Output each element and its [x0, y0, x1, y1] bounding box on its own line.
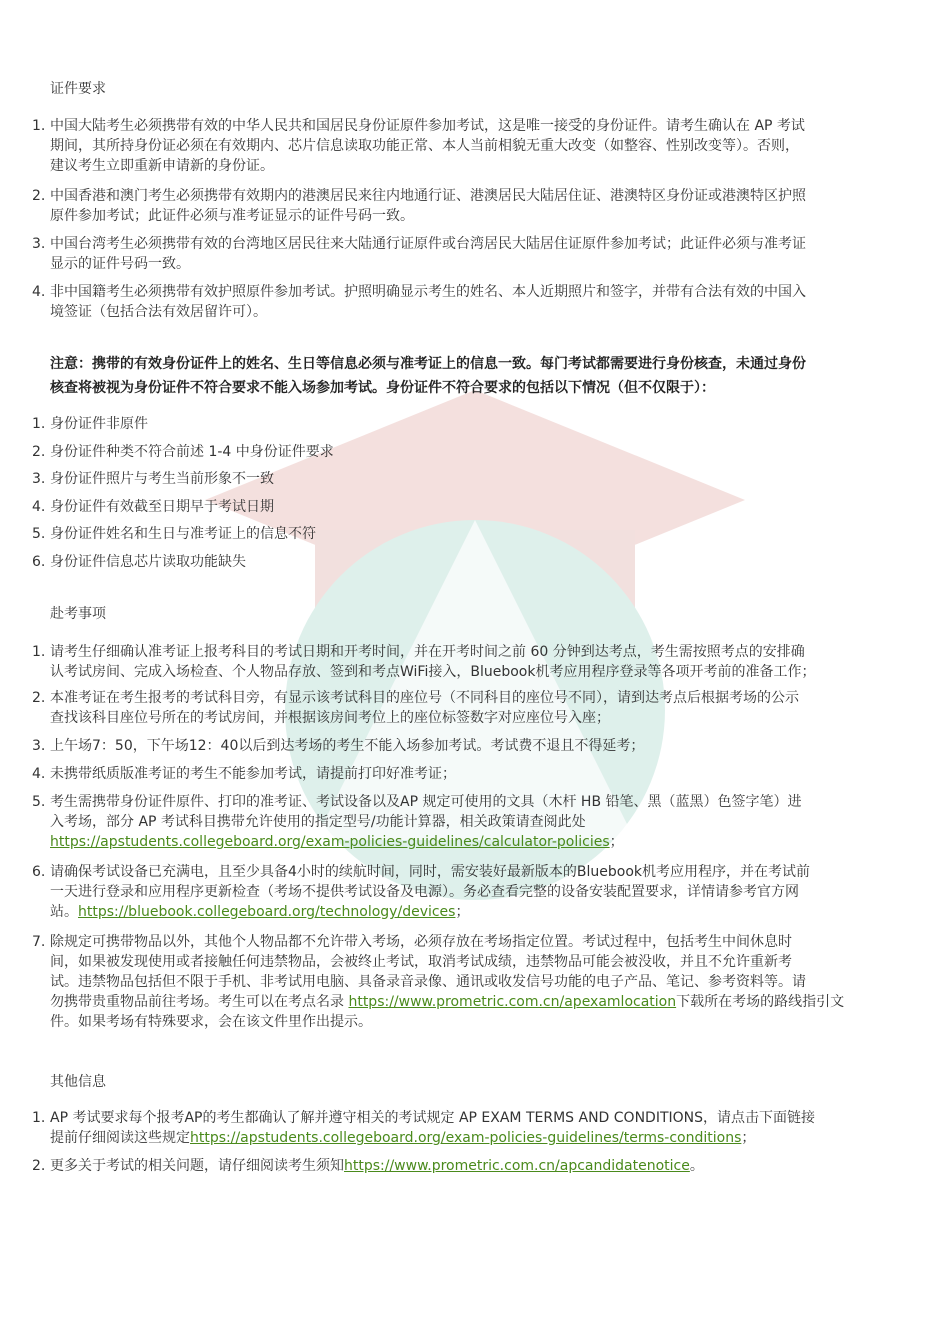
exam-day-list — [32, 642, 900, 1042]
list-item: 7. 除规定可携带物品以外，其他个人物品都不允许带入考场，必须存放在考场指定位置。考试过程中，包括考生中间休息时 间，如果被发现使用或者接触任何违禁物品，会被终止考试，取消考试成绩，违禁物品可能会被没收，并且不允许重新考 试。违禁物品包括但不限于手机、非考试用电脑、具备录音录像、通讯或收发信号功能的电子产品、笔记、参考资料等。请 勿携带贵重物品前往考场。考生可以在考点名录 https://www.prometric.com.cn/apexamlocation下载所在考场的路线指引文 件。如果考场有特殊要求，会在该文件里作出提示。 — [32, 934, 845, 1030]
list-item: 2. 本准考证在考生报考的考试科目旁，有显示该考试科目的座位号（不同科目的座位号不同），请到达考点后根据考场的公示 查找该科目座位号所在的考试房间，并根据该房间考位上的座位标签数字对应座位号入座； — [32, 690, 799, 726]
list-item: 3. 上午场7：50，下午场12：40以后到达考场的考生不能入场参加考试。考试费不退且不得延考； — [32, 738, 645, 754]
line: 原件参加考试；此证件必须与准考证显示的证件号码一致。 — [50, 208, 414, 224]
list-item: 1. 身份证件非原件 — [32, 416, 148, 432]
list-item: 6. 请确保考试设备已充满电，且至少具备4小时的续航时间，同时，需安装好最新版本的Bluebook机考应用程序，并在考试前 一天进行登录和应用程序更新检查（考场不提供考试设备及电源）。务必查看完整的设备安装配置要求，详情请参考官方网 站。https://bluebook.collegeboard.org/technology/devices； — [32, 864, 811, 920]
bluebook-devices-link[interactable]: https://bluebook.collegeboard.org/technology/devices — [78, 904, 456, 920]
list-item: 1. 中国大陆考生必须携带有效的中华人民共和国居民身份证原件参加考试，这是唯一接受的身份证件。请考生确认在 AP 考试 期间，其所持身份证必须在有效期内、芯片信息读取功能正常、本人当前相貌无重大改变（如整容、性别改变等）。否则， 建议考生立即重新申请新的身份证。 — [50, 116, 900, 186]
list-item: 5. 身份证件姓名和生日与准考证上的信息不符 — [32, 526, 316, 542]
list-item: 4. 身份证件有效截至日期早于考试日期 — [32, 498, 274, 515]
list-item: 6. 身份证件信息芯片读取功能缺失 — [32, 553, 246, 570]
line: 期间，其所持身份证必须在有效期内、芯片信息读取功能正常、本人当前相貌无重大改变（如整容、性别改变等）。否则， — [50, 138, 799, 154]
line: 注意：携带的有效身份证件上的姓名、生日等信息必须与准考证上的信息一致。每门考试都需要进行身份核查，未通过身份 — [50, 356, 806, 372]
list-item: 1. 请考生仔细确认准考证上报考科目的考试日期和开考时间，并在开考时间之前 60 分钟到达考点，考生需按照考点的安排确 认考试房间、完成入场检查、个人物品存放、签到和考点WiFi接入，Bluebook机考应用程序登录等各项开考前的准备工作； — [32, 644, 816, 680]
line: 非中国籍考生必须携带有效护照原件参加考试。护照明确显示考生的姓名、本人近期照片和签字，并带有合法有效的中国入 — [50, 284, 806, 300]
section-heading-exam-day: 赴考事项 — [50, 606, 106, 622]
line: 建议考生立即重新申请新的身份证。 — [50, 158, 274, 174]
terms-conditions-link[interactable]: https://apstudents.collegeboard.org/exam-policies-guidelines/terms-conditions — [190, 1130, 742, 1146]
id-notice — [50, 352, 900, 400]
list-item: 2. 中国香港和澳门考生必须携带有效期内的港澳居民来往内地通行证、港澳居民大陆居住证、港澳特区身份证或港澳特区护照 原件参加考试；此证件必须与准考证显示的证件号码一致。 — [50, 186, 900, 234]
line: 中国大陆考生必须携带有效的中华人民共和国居民身份证原件参加考试，这是唯一接受的身份证件。请考生确认在 AP 考试 — [50, 118, 805, 134]
candidate-notice-link[interactable]: https://www.prometric.com.cn/apcandidatenotice — [344, 1158, 690, 1174]
line: 境签证（包括合法有效居留许可）。 — [50, 304, 267, 320]
calculator-policies-link[interactable]: https://apstudents.collegeboard.org/exam-policies-guidelines/calculator-policies — [50, 834, 610, 850]
list-item: 3. 中国台湾考生必须携带有效的台湾地区居民往来大陆通行证原件或台湾居民大陆居住证原件参加考试；此证件必须与准考证 显示的证件号码一致。 — [50, 234, 900, 282]
list-item: 2. 更多关于考试的相关问题，请仔细阅读考生须知https://www.prometric.com.cn/apcandidatenotice。 — [32, 1158, 704, 1174]
list-item: 4. 未携带纸质版准考证的考生不能参加考试，请提前打印好准考证； — [32, 766, 456, 782]
line: 中国香港和澳门考生必须携带有效期内的港澳居民来往内地通行证、港澳居民大陆居住证、港澳特区身份证或港澳特区护照 — [50, 188, 806, 204]
list-item: 3. 身份证件照片与考生当前形象不一致 — [32, 471, 274, 487]
id-requirements-list — [32, 116, 900, 330]
list-item: 1. AP 考试要求每个报考AP的考生都确认了解并遵守相关的考试规定 AP EXAM TERMS AND CONDITIONS，请点击下面链接 提前仔细阅读这些规定https://apstudents.collegeboard.org/exam-policies-guidelines/terms-conditions； — [32, 1110, 816, 1146]
list-item: 5. 考生需携带身份证件原件、打印的准考证、考试设备以及AP 规定可使用的文具（木杆 HB 铅笔、黑（蓝黑）色签字笔）进 入考场，部分 AP 考试科目携带允许使用的指定型号/功能计算器，相关政策请查阅此处 https://apstudents.collegeboard.org/exam-policies-guidelines/calculator-policies； — [32, 794, 802, 850]
invalid-cases-list — [32, 414, 900, 579]
line: 显示的证件号码一致。 — [50, 256, 190, 272]
list-item: 4. 非中国籍考生必须携带有效护照原件参加考试。护照明确显示考生的姓名、本人近期照片和签字，并带有合法有效的中国入 境签证（包括合法有效居留许可）。 — [50, 282, 900, 330]
other-info-list — [32, 1108, 900, 1184]
line: 核查将被视为身份证件不符合要求不能入场参加考试。身份证件不符合要求的包括以下情况（但不仅限于）： — [50, 380, 715, 396]
list-item: 2. 身份证件种类不符合前述 1-4 中身份证件要求 — [32, 443, 334, 460]
exam-location-link[interactable]: https://www.prometric.com.cn/apexamlocation — [348, 994, 677, 1010]
section-heading-id-requirements: 证件要求 — [50, 81, 106, 97]
line: 中国台湾考生必须携带有效的台湾地区居民往来大陆通行证原件或台湾居民大陆居住证原件参加考试；此证件必须与准考证 — [50, 236, 806, 252]
section-heading-other: 其他信息 — [50, 1074, 106, 1090]
